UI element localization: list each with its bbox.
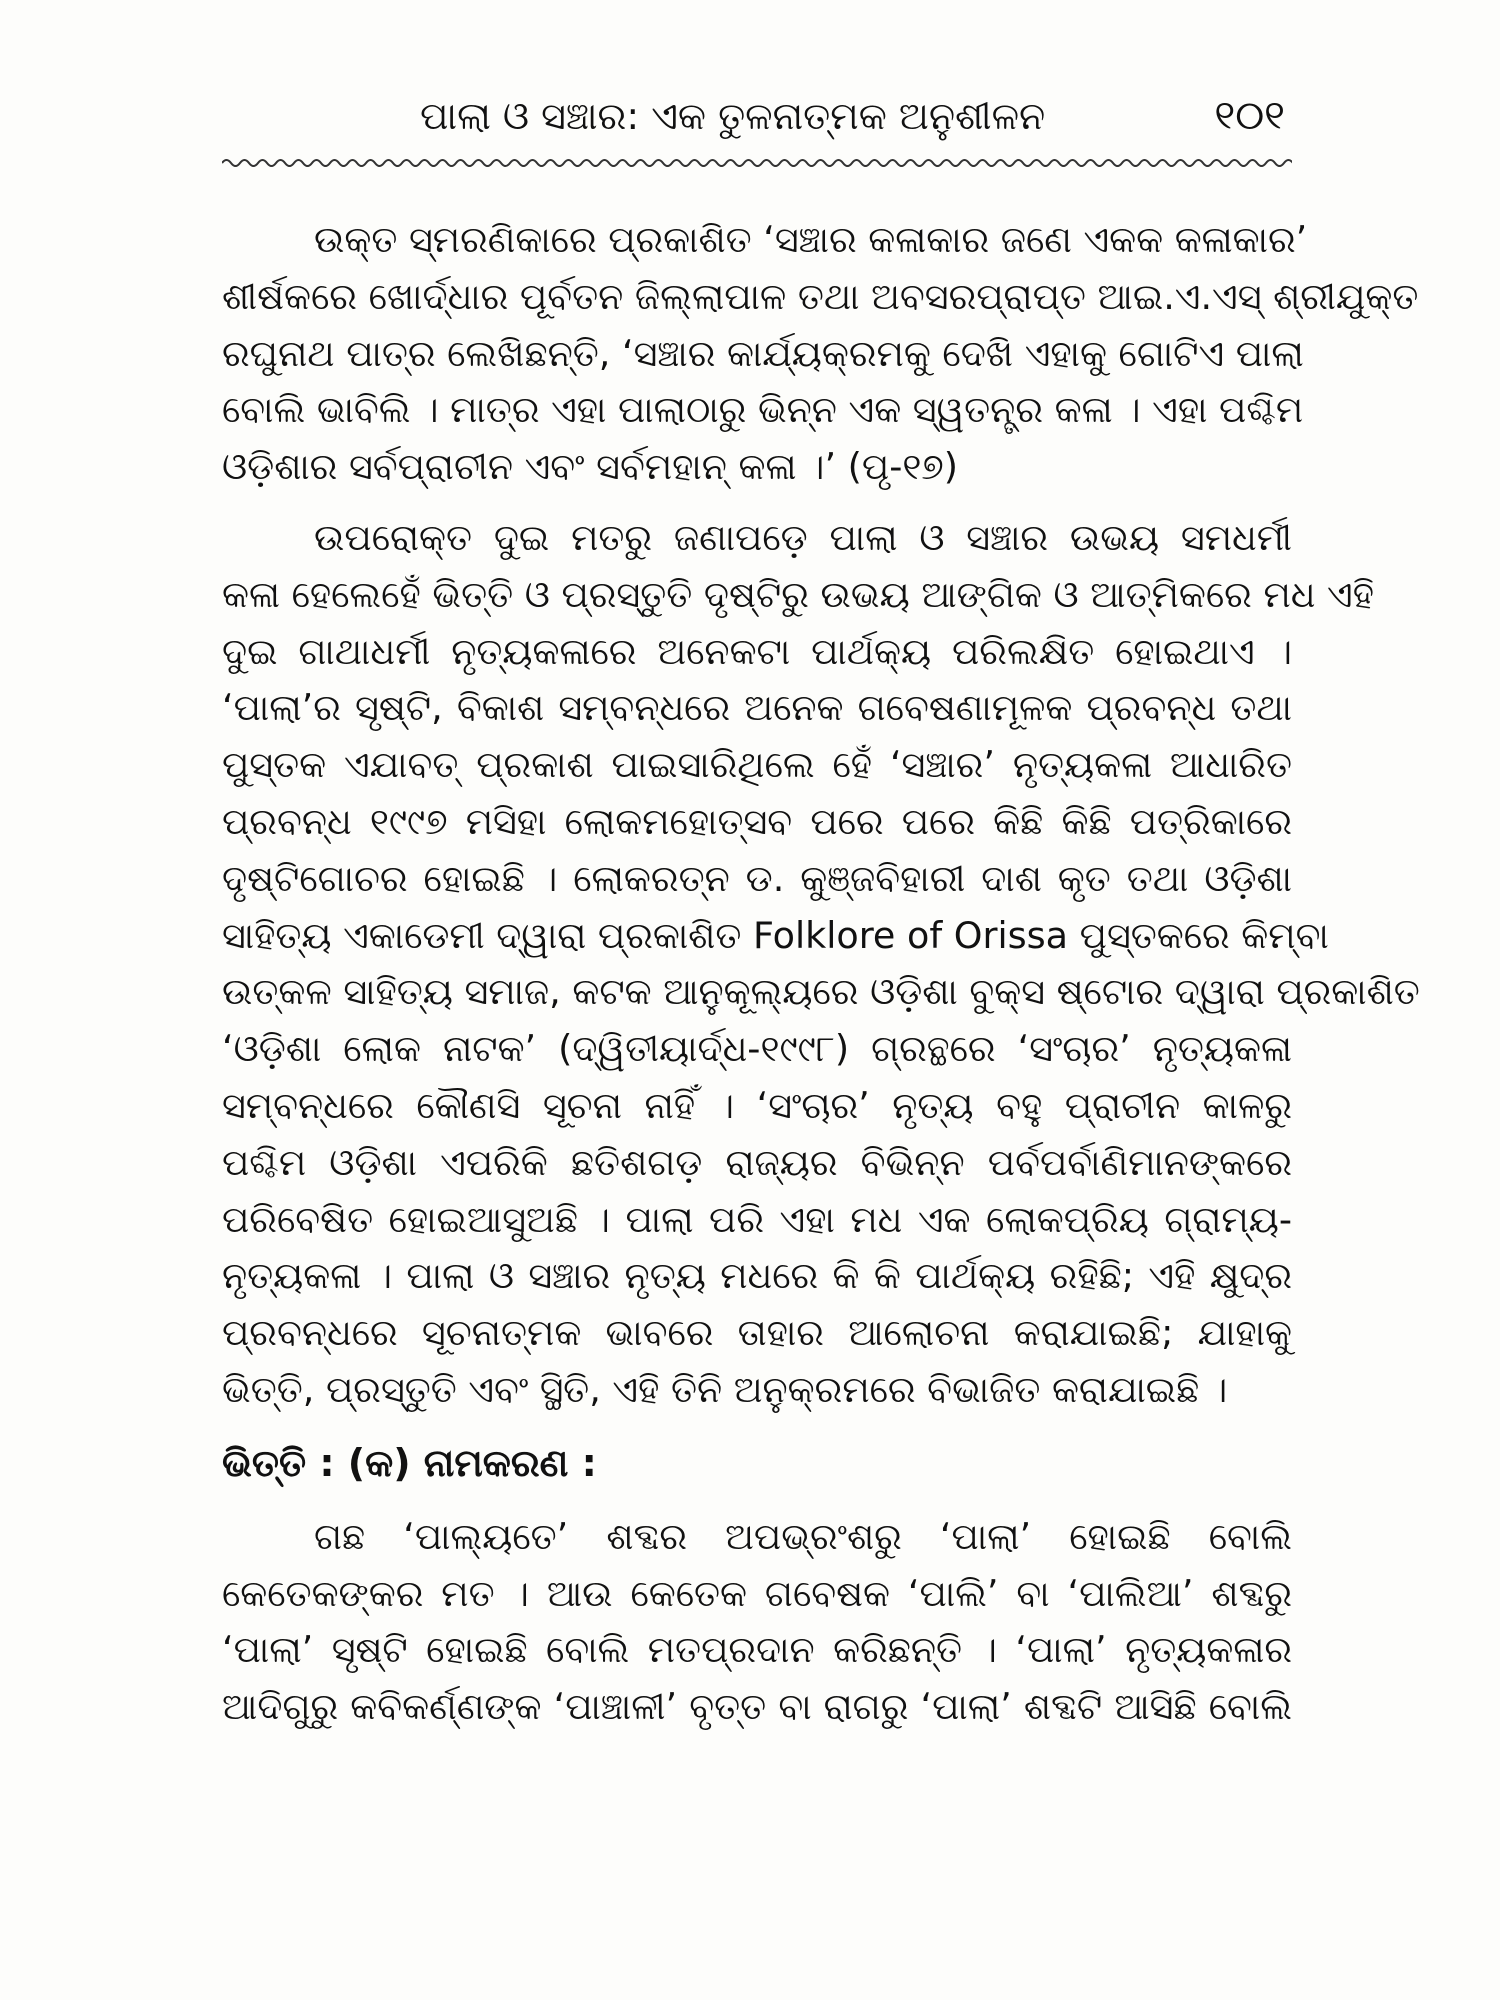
text-line: ସାହିତ୍ୟ ଏକାଡେମୀ ଦ୍ୱାରା ପ୍ରକାଶିତ Folklore of Orissa ପୁସ୍ତକରେ କିମ୍ବା <box>222 913 1329 957</box>
text-line: ରଘୁନାଥ ପାତ୍ର ଲେଖିଛନ୍ତି, ‘ସଞ୍ଚାର କାର୍ଯ୍ୟକ୍ରମକୁ ଦେଖି ଏହାକୁ ଗୋଟିଏ ପାଲା <box>222 331 1304 375</box>
text-line: ଦୃଷ୍ଟିଗୋଚର ହୋଇଛି । ଲୋକରତ୍ନ ଡ. କୁଞ୍ଜବିହାରୀ ଦାଶ କୃତ ତଥା ଓଡ଼ିଶା <box>222 856 1292 900</box>
paragraph-1 <box>222 212 1419 496</box>
text-line: ଦୁଇ ଗାଥାଧର୍ମୀ ନୃତ୍ୟକଳାରେ ଅନେକଟା ପାର୍ଥକ୍ୟ ପରିଲକ୍ଷିତ ହୋଇଥାଏ । <box>222 629 1292 673</box>
text-line: କଳା ହେଲେହେଁ ଭିତ୍ତି ଓ ପ୍ରସ୍ତୁତି ଦୃଷ୍ଟିରୁ ଉଭୟ ଆଙ୍ଗିକ ଓ ଆତ୍ମିକରେ ମଧ ଏହି <box>222 572 1374 616</box>
text-line: ପଶ୍ଚିମ ଓଡ଼ିଶା ଏପରିକି ଛତିଶଗଡ଼ ରାଜ୍ୟର ବିଭିନ୍ନ ପର୍ବପର୍ବାଣିମାନଙ୍କରେ <box>222 1140 1292 1184</box>
text-line: ‘ପାଲା’ର ସୃଷ୍ଟି, ବିକାଶ ସମ୍ବନ୍ଧରେ ଅନେକ ଗବେଷଣାମୂଳକ ପ୍ରବନ୍ଧ ତଥା <box>222 686 1292 730</box>
body-text <box>222 212 1420 1750</box>
text-line: ନୃତ୍ୟକଳା । ପାଲା ଓ ସଞ୍ଚାର ନୃତ୍ୟ ମଧରେ କି କି ପାର୍ଥକ୍ୟ ରହିଛି; ଏହି କ୍ଷୁଦ୍ର <box>222 1254 1292 1298</box>
text-line: ବୋଲି ଭାବିଲି । ମାତ୍ର ଏହା ପାଲାଠାରୁ ଭିନ୍ନ ଏକ ସ୍ୱତନ୍ତ୍ର କଳା । ଏହା ପଶ୍ଚିମ <box>222 388 1304 432</box>
text-line: ପ୍ରବନ୍ଧ ୧୯୯୭ ମସିହା ଲୋକମହୋତ୍ସବ ପରେ ପରେ କିଛି କିଛି ପତ୍ରିକାରେ <box>222 799 1292 843</box>
text-line: ଉତ୍କଳ ସାହିତ୍ୟ ସମାଜ, କଟକ ଆନୁକୂଲ୍ୟରେ ଓଡ଼ିଶା ବୁକ୍ସ ଷ୍ଟୋର ଦ୍ୱାରା ପ୍ରକାଶିତ <box>222 970 1420 1014</box>
text-line: ଗଛ ‘ପାଲ୍ୟତେ’ ଶବ୍ଦର ଅପଭ୍ରଂଶରୁ ‘ପାଲା’ ହୋଇଛି ବୋଲି <box>314 1514 1292 1558</box>
text-line: ପ୍ରବନ୍ଧରେ ସୂଚନାତ୍ମକ ଭାବରେ ତାହାର ଆଲୋଚନା କରାଯାଇଛି; ଯାହାକୁ <box>222 1311 1292 1355</box>
paragraph-3 <box>222 1509 1292 1736</box>
text-line: ‘ଓଡ଼ିଶା ଲୋକ ନାଟକ’ (ଦ୍ୱିତୀୟାର୍ଦ୍ଧ-୧୯୯୮) ଗ୍ରନ୍ଥରେ ‘ସଂଚାର’ ନୃତ୍ୟକଳା <box>222 1027 1292 1071</box>
text-line: ‘ପାଲା’ ସୃଷ୍ଟି ହୋଇଛି ବୋଲି ମତପ୍ରଦାନ କରିଛନ୍ତି । ‘ପାଲା’ ନୃତ୍ୟକଳାର <box>222 1628 1292 1672</box>
text-line: ଶୀର୍ଷକରେ ଖୋର୍ଦ୍ଧାର ପୂର୍ବତନ ଜିଲ୍ଲାପାଳ ତଥା ଅବସରପ୍ରାପ୍ତ ଆଇ.ଏ.ଏସ୍ ଶ୍ରୀଯୁକ୍ତ <box>222 274 1419 318</box>
text-line: ସମ୍ବନ୍ଧରେ କୌଣସି ସୂଚନା ନାହିଁ । ‘ସଂଚାର’ ନୃତ୍ୟ ବହୁ ପ୍ରାଚୀନ କାଳରୁ <box>222 1083 1292 1127</box>
section-heading: ଭିତ୍ତି : (କ) ନାମକରଣ : <box>222 1440 597 1485</box>
text-line: ଉକ୍ତ ସ୍ମରଣିକାରେ ପ୍ରକାଶିତ ‘ସଞ୍ଚାର କଳାକାର ଜଣେ ଏକକ କଳାକାର’ <box>314 218 1308 261</box>
text-line: ପରିବେଷିତ ହୋଇଆସୁଅଛି । ପାଲା ପରି ଏହା ମଧ ଏକ ଲୋକପ୍ରିୟ ଗ୍ରାମ୍ୟ- <box>222 1197 1292 1241</box>
running-title: ପାଲା ଓ ସଞ୍ଚାର: ଏକ ତୁଳନାତ୍ମକ ଅନୁଶୀଳନ <box>420 94 1046 138</box>
text-line: କେତେକଙ୍କର ମତ । ଆଉ କେତେକ ଗବେଷକ ‘ପାଲି’ ବା ‘ପାଲିଆ’ ଶବ୍ଦରୁ <box>222 1571 1292 1615</box>
wavy-header-rule <box>222 156 1292 170</box>
text-line: ଭିତ୍ତି, ପ୍ରସ୍ତୁତି ଏବଂ ସ୍ଥିତି, ଏହି ତିନି ଅନୁକ୍ରମରେ ବିଭାଜିତ କରାଯାଇଛି । <box>222 1367 1228 1411</box>
text-line: ଉପରୋକ୍ତ ଦୁଇ ମତରୁ ଜଣାପଡ଼େ ପାଲା ଓ ସଞ୍ଚାର ଉଭୟ ସମଧର୍ମୀ <box>314 515 1292 559</box>
page-number: ୧୦୧ <box>1214 93 1285 139</box>
text-line: ଆଦିଗୁରୁ କବିକର୍ଣ୍ଣଙ୍କ ‘ପାଞ୍ଚାଳୀ’ ବୃତ୍ତ ବା ରାଗରୁ ‘ପାଲା’ ଶବ୍ଦଟି ଆସିଛି ବୋଲି <box>222 1685 1292 1729</box>
text-line: ପୁସ୍ତକ ଏଯାବତ୍ ପ୍ରକାଶ ପାଇସାରିଥିଲେ ହେଁ ‘ସଞ୍ଚାର’ ନୃତ୍ୟକଳା ଆଧାରିତ <box>222 743 1292 787</box>
text-line: ଓଡ଼ିଶାର ସର୍ବପ୍ରାଚୀନ ଏବଂ ସର୍ବମହାନ୍ କଳା ।’ (ପୃ-୧୭) <box>222 445 958 489</box>
paragraph-2 <box>222 510 1420 1419</box>
